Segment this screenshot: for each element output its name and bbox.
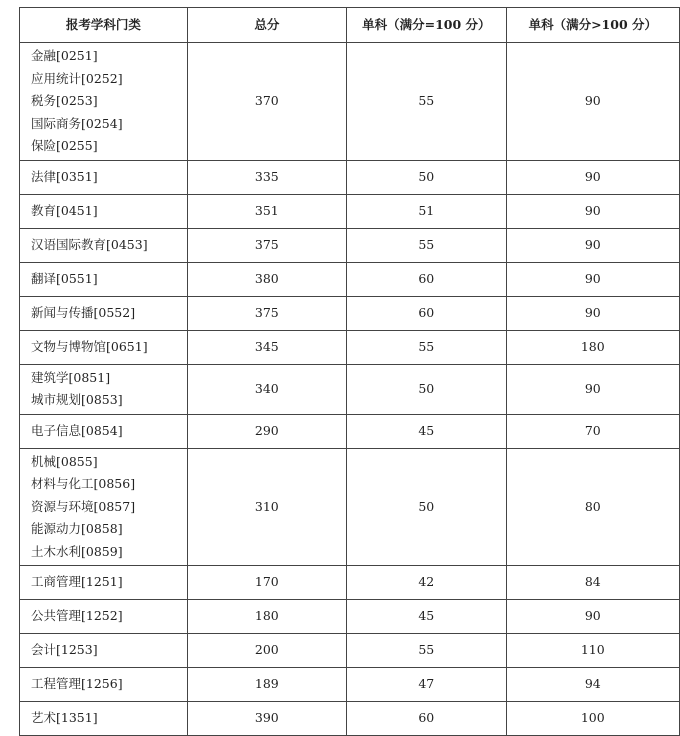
single-gt100-cell: 90	[506, 43, 679, 161]
single-gt100-cell: 180	[506, 330, 679, 364]
table-row	[20, 262, 680, 296]
total-score-cell: 370	[187, 43, 346, 161]
total-score-cell: 351	[187, 194, 346, 228]
subject-name: 汉语国际教育[0453]	[31, 236, 148, 252]
header-total: 总分	[187, 8, 346, 43]
subject-name: 税务[0253]	[31, 93, 98, 108]
total-score-cell: 345	[187, 330, 346, 364]
single-gt100-cell: 90	[506, 600, 679, 634]
single-100-cell: 55	[347, 43, 507, 161]
table-body	[20, 43, 680, 736]
table-row	[20, 448, 680, 566]
subject-name: 翻译[0551]	[31, 270, 98, 286]
subject-name: 城市规划[0853]	[31, 392, 123, 407]
subject-name: 教育[0451]	[31, 202, 98, 218]
table-row	[20, 160, 680, 194]
single-100-cell: 51	[347, 194, 507, 228]
single-gt100-cell: 90	[506, 262, 679, 296]
table-row	[20, 330, 680, 364]
table-row	[20, 414, 680, 448]
single-gt100-cell: 90	[506, 228, 679, 262]
subject-cell	[20, 194, 188, 228]
single-gt100-cell: 100	[506, 702, 679, 736]
table-row	[20, 364, 680, 414]
single-100-cell: 50	[347, 160, 507, 194]
single-100-cell: 47	[347, 668, 507, 702]
score-table	[19, 7, 680, 736]
single-100-cell: 60	[347, 296, 507, 330]
single-gt100-cell: 70	[506, 414, 679, 448]
total-score-cell: 380	[187, 262, 346, 296]
single-100-cell: 45	[347, 600, 507, 634]
total-score-cell: 335	[187, 160, 346, 194]
subject-name: 法律[0351]	[31, 168, 98, 184]
total-score-cell: 180	[187, 600, 346, 634]
subject-name: 电子信息[0854]	[31, 422, 123, 438]
table-row	[20, 566, 680, 600]
table-row	[20, 296, 680, 330]
single-gt100-cell: 94	[506, 668, 679, 702]
single-gt100-cell: 80	[506, 448, 679, 566]
subject-name: 保险[0255]	[31, 138, 98, 153]
subject-name: 资源与环境[0857]	[31, 498, 136, 514]
total-score-cell: 375	[187, 296, 346, 330]
table-row	[20, 600, 680, 634]
single-100-cell: 55	[347, 634, 507, 668]
subject-cell	[20, 262, 188, 296]
header-single-gt100: 单科（满分>100 分）	[506, 8, 679, 43]
total-score-cell: 170	[187, 566, 346, 600]
single-100-cell: 60	[347, 702, 507, 736]
subject-name: 国际商务[0254]	[31, 115, 123, 131]
subject-name: 工商管理[1251]	[31, 574, 123, 590]
subject-name: 应用统计[0252]	[31, 70, 123, 86]
total-score-cell: 375	[187, 228, 346, 262]
subject-name: 能源动力[0858]	[31, 521, 123, 536]
subject-cell	[20, 330, 188, 364]
single-100-cell: 45	[347, 414, 507, 448]
subject-name: 艺术[1351]	[31, 710, 98, 726]
total-score-cell: 310	[187, 448, 346, 566]
subject-cell	[20, 160, 188, 194]
subject-cell	[20, 43, 188, 161]
subject-cell	[20, 600, 188, 634]
single-100-cell: 55	[347, 330, 507, 364]
subject-cell	[20, 702, 188, 736]
subject-name: 会计[1253]	[31, 642, 98, 658]
header-single-100: 单科（满分=100 分）	[347, 8, 507, 43]
single-gt100-cell: 90	[506, 194, 679, 228]
single-gt100-cell: 84	[506, 566, 679, 600]
single-100-cell: 50	[347, 448, 507, 566]
subject-name: 公共管理[1252]	[31, 608, 123, 624]
table-row	[20, 228, 680, 262]
single-gt100-cell: 90	[506, 160, 679, 194]
subject-cell	[20, 296, 188, 330]
table-row	[20, 194, 680, 228]
subject-cell	[20, 414, 188, 448]
subject-name: 土木水利[0859]	[31, 543, 123, 559]
total-score-cell: 189	[187, 668, 346, 702]
table-header-row	[20, 8, 680, 43]
score-table-container	[19, 7, 680, 736]
total-score-cell: 200	[187, 634, 346, 668]
subject-name: 金融[0251]	[31, 48, 98, 63]
single-100-cell: 42	[347, 566, 507, 600]
total-score-cell: 390	[187, 702, 346, 736]
subject-cell	[20, 668, 188, 702]
subject-name: 工程管理[1256]	[31, 676, 123, 692]
single-gt100-cell: 90	[506, 364, 679, 414]
table-row	[20, 43, 680, 161]
table-row	[20, 702, 680, 736]
subject-name: 文物与博物馆[0651]	[31, 338, 148, 354]
subject-name: 机械[0855]	[31, 453, 98, 469]
subject-cell	[20, 634, 188, 668]
single-100-cell: 50	[347, 364, 507, 414]
subject-cell	[20, 364, 188, 414]
header-subject: 报考学科门类	[20, 8, 188, 43]
single-100-cell: 55	[347, 228, 507, 262]
subject-name: 材料与化工[0856]	[31, 476, 136, 491]
total-score-cell: 340	[187, 364, 346, 414]
single-100-cell: 60	[347, 262, 507, 296]
subject-name: 建筑学[0851]	[31, 369, 111, 385]
subject-name: 新闻与传播[0552]	[31, 304, 136, 320]
subject-cell	[20, 566, 188, 600]
single-gt100-cell: 90	[506, 296, 679, 330]
table-row	[20, 634, 680, 668]
single-gt100-cell: 110	[506, 634, 679, 668]
subject-cell	[20, 228, 188, 262]
table-row	[20, 668, 680, 702]
subject-cell	[20, 448, 188, 566]
total-score-cell: 290	[187, 414, 346, 448]
